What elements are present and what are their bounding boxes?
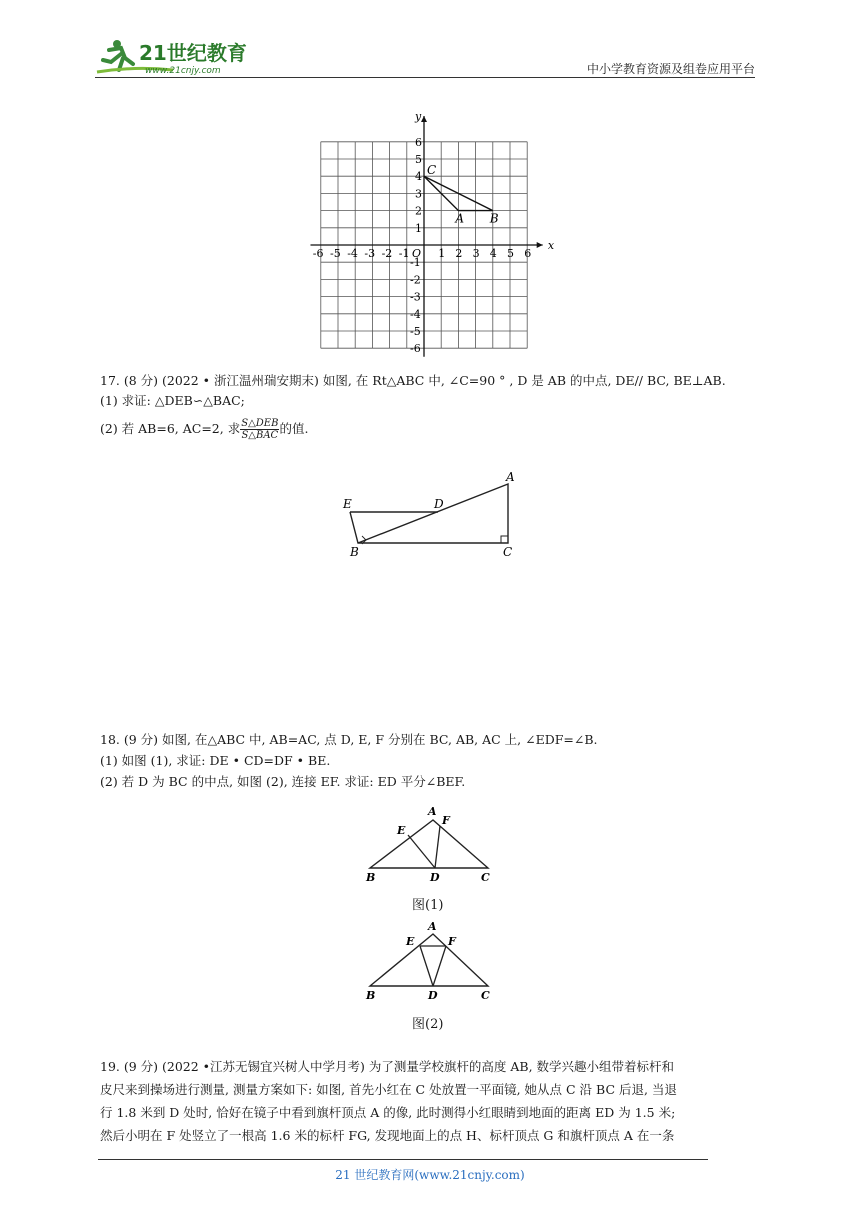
q19-line1: 19. (9 分) (2022 •江苏无锡宜兴树人中学月考) 为了测量学校旗杆的高度 AB, 数学兴趣小组带着标杆和: [100, 1059, 675, 1074]
site-logo: [95, 36, 255, 78]
q18-fig2-segment-fd: [433, 946, 446, 986]
x-tick-label: -6: [312, 247, 324, 260]
fraction-denominator: S△BAC: [241, 430, 279, 441]
q18-figure-1: [360, 800, 500, 885]
y-tick-label: 3: [415, 187, 422, 201]
q18-fig1-label-f: F: [442, 814, 450, 827]
q17-label-e: E: [343, 497, 352, 511]
q18-fig2-label-e: E: [406, 935, 415, 948]
x-tick-label: 3: [472, 247, 480, 260]
x-tick-label: 2: [455, 247, 463, 260]
y-tick-label: -3: [410, 290, 421, 304]
q18-line2: (1) 如图 (1), 求证: DE • CD=DF • BE.: [100, 753, 331, 768]
q18-fig2-caption: 图(2): [412, 1017, 444, 1032]
q17-triangle-figure: [340, 470, 530, 560]
q18-fig2-label-d: D: [428, 989, 438, 1002]
q19-line3: 行 1.8 米到 D 处时, 恰好在镜子中看到旗杆顶点 A 的像, 此时测得小红眼睛到地面的距离 ED 为 1.5 米;: [100, 1105, 676, 1120]
q18-fig1-segment-ed: [408, 835, 435, 868]
x-tick-label: -4: [347, 247, 358, 260]
q19-line2: 皮尺来到操场进行测量, 测量方案如下: 如图, 首先小红在 C 处放置一平面镜, 她从点 C 沿 BC 后退, 当退: [100, 1082, 677, 1097]
q18-fig2-label-c: C: [481, 989, 490, 1002]
q17-line3: [100, 418, 308, 441]
q18-fig2-triangle: [370, 934, 488, 986]
y-tick-label: 5: [415, 153, 422, 166]
q17-line3-post: 的值.: [279, 421, 309, 436]
q18-figure-2: [360, 918, 500, 1003]
x-axis-arrow-icon: [537, 242, 543, 248]
q18-fig2-label-a: A: [428, 920, 437, 933]
origin-label: O: [412, 247, 422, 260]
q18-fig2-label-f: F: [448, 935, 456, 948]
q18-fig2-segment-ed: [420, 946, 433, 986]
y-tick-label: 6: [415, 135, 422, 149]
q18-line3: (2) 若 D 为 BC 的中点, 如图 (2), 连接 EF. 求证: ED 平分∠BEF.: [100, 774, 466, 789]
x-tick-label: 6: [524, 247, 532, 260]
area-ratio-fraction: [240, 418, 279, 441]
point-label-a: A: [455, 211, 465, 226]
x-tick-label: 1: [438, 247, 446, 260]
q18-fig1-caption: 图(1): [412, 898, 444, 913]
q17-label-d: D: [434, 497, 444, 511]
q19-line4: 然后小明在 F 处竖立了一根高 1.6 米的标杆 FG, 发现地面上的点 H、标杆顶点 G 和旗杆顶点 A 在一条: [100, 1128, 675, 1143]
y-tick-label: -4: [410, 307, 421, 321]
y-tick-label: 4: [415, 170, 422, 184]
logo-sub-text: www.21cnjy.com: [145, 66, 221, 76]
y-tick-label: -5: [410, 325, 421, 338]
q18-fig1-label-e: E: [397, 824, 406, 837]
logo-main-text: 21世纪教育: [139, 41, 247, 65]
q18-fig1-segment-fd: [435, 826, 440, 868]
q17-line1: 17. (8 分) (2022 • 浙江温州瑞安期末) 如图, 在 Rt△ABC 中, ∠C=90 ° , D 是 AB 的中点, DE// BC, BE⊥AB.: [100, 373, 726, 388]
y-axis-arrow-icon: [421, 116, 427, 122]
y-tick-label: -1: [410, 256, 421, 270]
q17-line2: (1) 求证: △DEB∽△BAC;: [100, 393, 245, 408]
y-tick-label: 1: [415, 221, 422, 235]
q17-label-b: B: [350, 545, 359, 559]
header-divider: [95, 77, 755, 78]
header-title: 中小学教育资源及组卷应用平台: [586, 62, 755, 76]
right-angle-mark-c: [501, 536, 508, 543]
footer-divider: [98, 1159, 708, 1160]
y-tick-label: -6: [410, 342, 421, 356]
coordinate-grid-figure: [300, 100, 560, 365]
x-axis-label: x: [547, 239, 555, 252]
point-label-c: C: [427, 163, 437, 178]
q18-fig1-label-a: A: [428, 805, 437, 818]
footer-text: 21 世纪教育网(www.21cnjy.com): [335, 1168, 525, 1182]
q18-fig1-label-d: D: [430, 871, 440, 884]
fraction-numerator: S△DEB: [241, 418, 279, 429]
y-tick-label: -2: [410, 273, 421, 287]
q17-shape-abc: [350, 484, 508, 543]
x-tick-label: -5: [330, 247, 341, 260]
x-tick-label: 5: [507, 247, 514, 260]
y-tick-label: 2: [415, 204, 422, 218]
x-tick-label: -2: [381, 247, 393, 260]
q17-line3-pre: (2) 若 AB=6, AC=2, 求: [100, 421, 241, 436]
y-axis-label: y: [415, 110, 422, 123]
q18-fig2-label-b: B: [366, 989, 376, 1002]
q18-fig1-label-b: B: [366, 871, 376, 884]
x-tick-label: -1: [398, 247, 410, 260]
q17-label-a: A: [506, 470, 515, 484]
q18-line1: 18. (9 分) 如图, 在△ABC 中, AB=AC, 点 D, E, F 分别在 BC, AB, AC 上, ∠EDF=∠B.: [100, 732, 598, 747]
x-tick-label: 4: [489, 247, 497, 260]
q18-fig1-label-c: C: [481, 871, 490, 884]
x-tick-label: -3: [364, 247, 376, 260]
point-label-b: B: [489, 211, 499, 226]
q17-label-c: C: [503, 545, 513, 559]
